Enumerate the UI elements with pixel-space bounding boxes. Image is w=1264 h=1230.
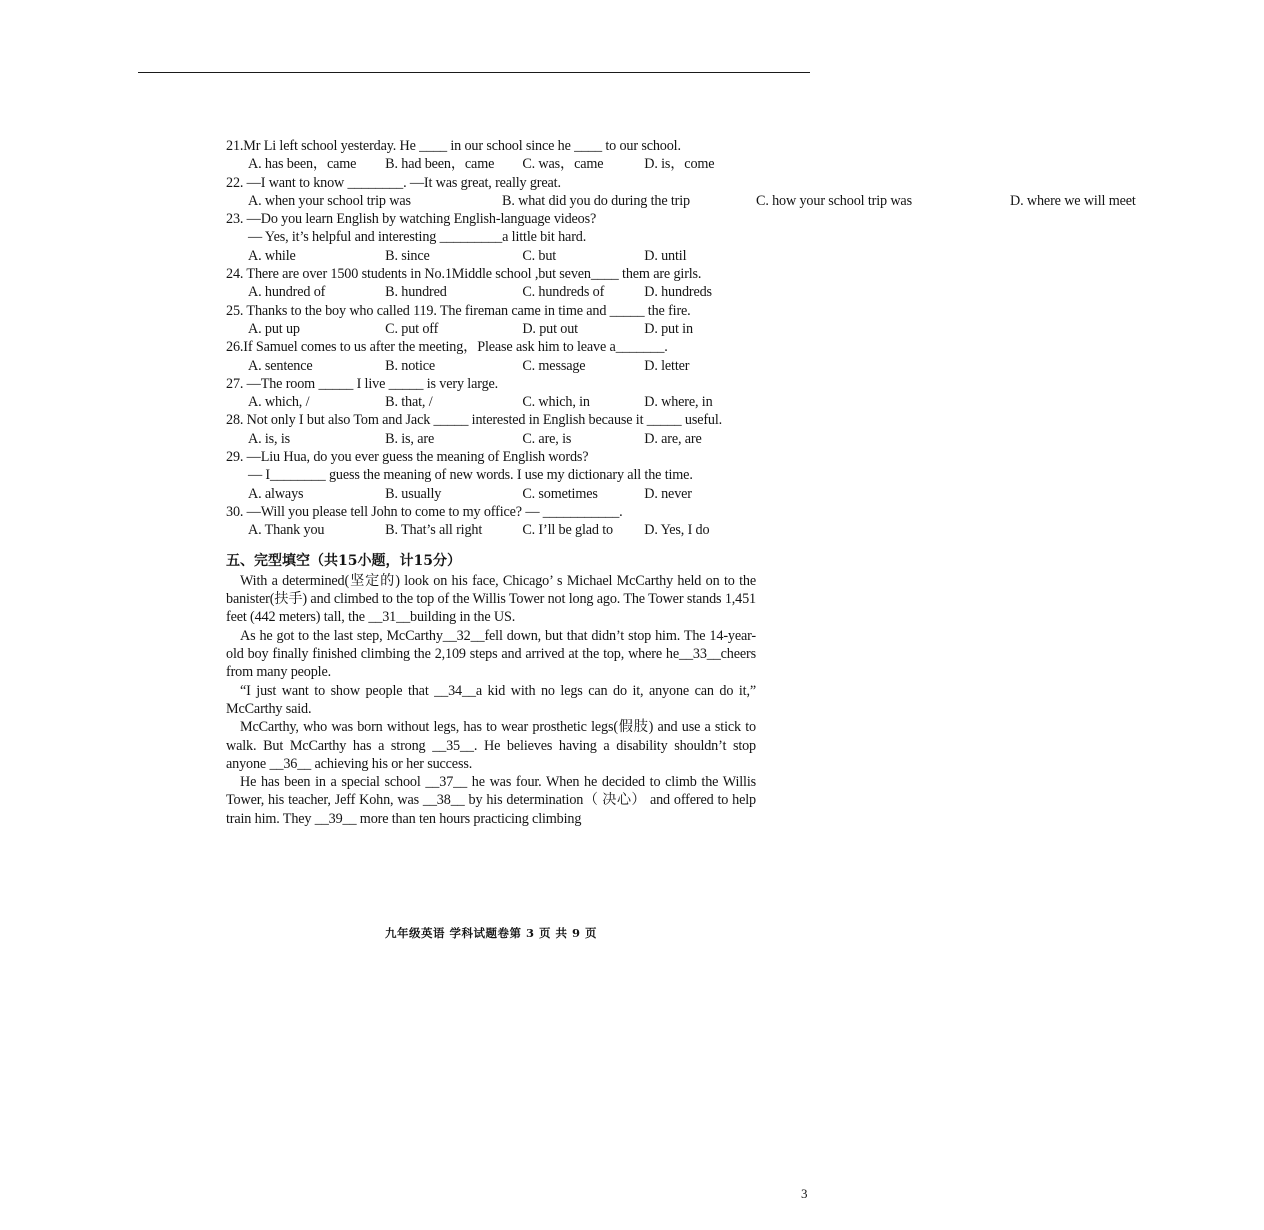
answer-option: A. Thank you bbox=[248, 522, 325, 539]
answer-option: D. Yes, I do bbox=[644, 522, 710, 539]
question-stem: 21.Mr Li left school yesterday. He ____ in our school since he ____ to our school. bbox=[226, 138, 681, 154]
answer-option: D. until bbox=[644, 247, 687, 264]
page-number: 3 bbox=[801, 1186, 808, 1201]
answer-option: D. hundreds bbox=[644, 284, 712, 301]
answer-option: A. has been，came bbox=[248, 156, 357, 173]
answer-option: C. hundreds of bbox=[522, 284, 605, 301]
answer-option: B. had been，came bbox=[385, 156, 495, 173]
answer-options bbox=[226, 320, 756, 338]
question-stem: — I________ guess the meaning of new words. I use my dictionary all the time. bbox=[248, 467, 693, 484]
answer-options bbox=[226, 521, 756, 539]
question-28 bbox=[226, 411, 756, 448]
question-stem: 26.If Samuel comes to us after the meeting，Please ask him to leave a_______. bbox=[226, 339, 668, 356]
multiple-choice-questions bbox=[226, 137, 1136, 540]
answer-option: C. was，came bbox=[522, 156, 604, 173]
cloze-passage bbox=[226, 572, 756, 828]
answer-options bbox=[226, 155, 756, 173]
answer-option: D. never bbox=[644, 485, 692, 502]
answer-option: D. put out bbox=[522, 320, 578, 337]
answer-option: C. which, in bbox=[522, 394, 590, 411]
question-30 bbox=[226, 503, 756, 540]
answer-option: C. but bbox=[522, 247, 557, 264]
answer-option: C. how your school trip was bbox=[756, 192, 912, 209]
answer-option: A. sentence bbox=[248, 357, 313, 374]
answer-option: B. hundred bbox=[385, 284, 447, 301]
question-stem: 28. Not only I but also Tom and Jack _____ interested in English because it _____ useful. bbox=[226, 412, 723, 429]
question-21 bbox=[226, 137, 756, 174]
question-stem: 24. There are over 1500 students in No.1Middle school ,but seven____ them are girls. bbox=[226, 266, 702, 283]
answer-option: B. usually bbox=[385, 485, 442, 502]
question-22 bbox=[226, 174, 1136, 211]
passage-paragraph: McCarthy, who was born without legs, has to wear prosthetic legs(假肢) and use a stick to walk. But McCarthy has a strong __35__. He believes having a disability shouldn’t stop anyone __36__ achieving his or her success. bbox=[226, 719, 756, 772]
section-title: 五、完型填空（共15小题，计15分） bbox=[226, 552, 461, 569]
header-rule bbox=[138, 72, 810, 73]
answer-option: B. that, / bbox=[385, 394, 433, 411]
passage-paragraph: With a determined(坚定的) look on his face, Chicago’ s Michael McCarthy held on to the banister(扶手) and climbed to the top of the Willis Tower not long ago. The Tower stands 1,451 feet (442 meters) tall, the __31__building in the US. bbox=[226, 572, 756, 626]
answer-option: B. That’s all right bbox=[385, 522, 483, 539]
answer-option: A. hundred of bbox=[248, 284, 326, 301]
question-stem: 23. —Do you learn English by watching English-language videos? bbox=[226, 211, 597, 228]
question-stem: 22. —I want to know ________. —It was great, really great. bbox=[226, 174, 561, 191]
answer-options bbox=[226, 283, 756, 301]
exam-page-content bbox=[226, 137, 1136, 828]
question-27 bbox=[226, 375, 756, 412]
answer-option: B. what did you do during the trip bbox=[502, 192, 690, 209]
question-stem: 25. Thanks to the boy who called 119. The fireman came in time and _____ the fire. bbox=[226, 302, 691, 319]
answer-options bbox=[226, 430, 756, 448]
answer-option: A. which, / bbox=[248, 394, 310, 411]
answer-options bbox=[226, 485, 756, 503]
question-stem: — Yes, it’s helpful and interesting _________a little bit hard. bbox=[248, 229, 587, 246]
answer-option: B. is, are bbox=[385, 430, 435, 447]
answer-option: A. when your school trip was bbox=[248, 192, 411, 209]
question-stem: 30. —Will you please tell John to come to my office? — ___________. bbox=[226, 503, 623, 520]
answer-option: D. are, are bbox=[644, 430, 702, 447]
page-footer: 九年级英语 学科试题卷第 3 页 共 9 页 bbox=[384, 926, 598, 940]
answer-option: A. put up bbox=[248, 320, 300, 337]
question-26 bbox=[226, 338, 756, 375]
answer-option: C. message bbox=[522, 357, 586, 374]
answer-options bbox=[226, 357, 756, 375]
question-25 bbox=[226, 302, 756, 339]
answer-options bbox=[226, 192, 1136, 210]
passage-paragraph: He has been in a special school __37__ he was four. When he decided to climb the Willis Tower, his teacher, Jeff Kohn, was __38__ by his determination（ 决心） and offered to help train him. They __39__ more than ten hours practicing climbing bbox=[226, 774, 756, 827]
answer-option: B. notice bbox=[385, 357, 436, 374]
answer-option: D. where we will meet bbox=[1010, 192, 1136, 209]
question-stem: 27. —The room _____ I live _____ is very large. bbox=[226, 375, 499, 392]
answer-option: C. sometimes bbox=[522, 485, 598, 502]
answer-options bbox=[226, 393, 756, 411]
answer-option: A. while bbox=[248, 247, 296, 264]
answer-option: D. is，come bbox=[644, 156, 715, 173]
answer-option: A. always bbox=[248, 485, 304, 502]
question-stem: 29. —Liu Hua, do you ever guess the meaning of English words? bbox=[226, 449, 589, 466]
question-23 bbox=[226, 210, 756, 265]
answer-option: D. put in bbox=[644, 320, 693, 337]
passage-paragraph: “I just want to show people that __34__a kid with no legs can do it, anyone can do it,” McCarthy said. bbox=[226, 682, 756, 717]
answer-option: D. letter bbox=[644, 357, 690, 374]
question-29 bbox=[226, 448, 756, 503]
answer-option: C. are, is bbox=[522, 430, 572, 447]
question-24 bbox=[226, 265, 756, 302]
answer-option: C. I’ll be glad to bbox=[522, 522, 613, 539]
answer-option: A. is, is bbox=[248, 430, 291, 447]
answer-options bbox=[226, 247, 756, 265]
passage-paragraph: As he got to the last step, McCarthy__32__fell down, but that didn’t stop him. The 14-year-old boy finally finished climbing the 2,109 steps and arrived at the top, where he__33__cheers from many people. bbox=[226, 627, 756, 681]
answer-option: C. put off bbox=[385, 320, 439, 337]
answer-option: B. since bbox=[385, 247, 430, 264]
answer-option: D. where, in bbox=[644, 394, 713, 411]
